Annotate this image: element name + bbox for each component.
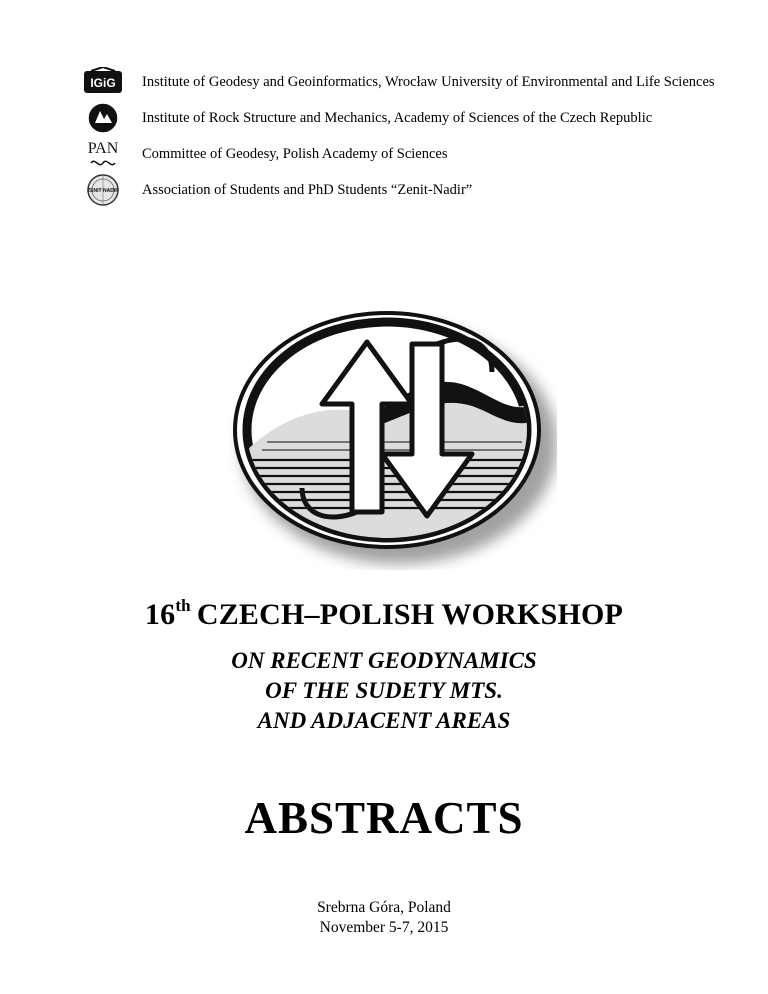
- subtitle-line: OF THE SUDETY MTS.: [265, 678, 503, 703]
- organizations-list: [80, 64, 740, 208]
- svg-text:PAN: PAN: [87, 140, 119, 157]
- subtitle-line: ON RECENT GEODYNAMICS: [231, 648, 537, 673]
- pan-logo-icon: [80, 137, 126, 171]
- event-subtitle: [0, 646, 768, 736]
- irsm-logo-icon: [80, 101, 126, 135]
- event-ordinal-suffix: th: [175, 596, 191, 615]
- zenit-nadir-logo-icon: [80, 173, 126, 207]
- organization-row-zenit-nadir: [80, 172, 740, 208]
- event-location-dates: [0, 898, 768, 938]
- organization-name: Institute of Geodesy and Geoinformatics, Wrocław University of Environmental and Life Sciences: [142, 73, 715, 90]
- event-title: [0, 596, 768, 632]
- event-title-text: CZECH–POLISH WORKSHOP: [196, 598, 624, 631]
- organization-name: Institute of Rock Structure and Mechanics, Academy of Sciences of the Czech Republic: [142, 109, 653, 126]
- organization-row-igig: [80, 64, 740, 100]
- workshop-emblem-icon: [227, 302, 557, 570]
- organization-row-irsm: [80, 100, 740, 136]
- igig-logo-icon: [80, 65, 126, 99]
- event-location: Srebrna Góra, Poland: [317, 899, 451, 916]
- subtitle-line: AND ADJACENT AREAS: [257, 708, 511, 733]
- event-number: 16: [144, 598, 176, 631]
- event-dates: November 5-7, 2015: [319, 919, 449, 936]
- svg-text:IGiG: IGiG: [90, 76, 116, 90]
- organization-row-pan: [80, 136, 740, 172]
- organization-name: Association of Students and PhD Students “Zenit-Nadir”: [142, 181, 473, 198]
- svg-text:ZENIT NADIR: ZENIT NADIR: [87, 188, 119, 194]
- organization-name: Committee of Geodesy, Polish Academy of Sciences: [142, 145, 448, 162]
- section-title: ABSTRACTS: [244, 793, 524, 843]
